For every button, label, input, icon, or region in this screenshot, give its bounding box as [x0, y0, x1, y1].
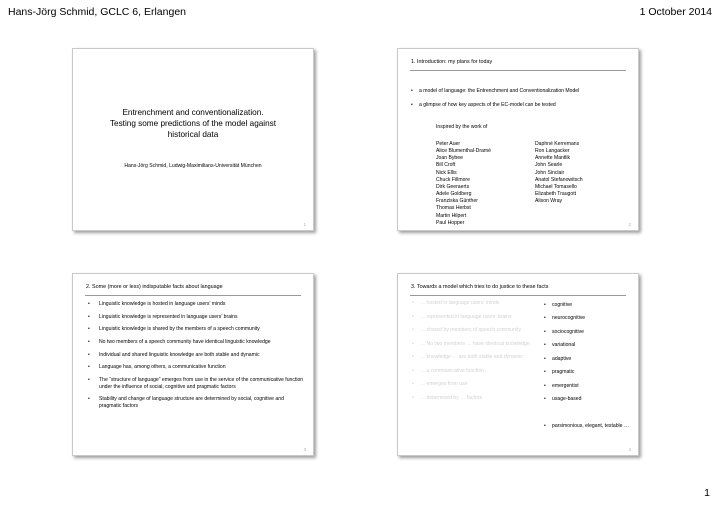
name: Alice Blumenthal-Dramé: [436, 148, 491, 155]
faded-item: • … knowledge … are both stable and dynamic: [412, 354, 523, 360]
list-item: • Language has, among others, a communicative function: [86, 364, 306, 371]
keyword-text: variational: [552, 342, 576, 348]
keyword-text: neurocognitive: [552, 315, 586, 321]
name: Adele Goldberg: [436, 191, 472, 198]
name: Elizabeth Traugott: [535, 191, 577, 198]
slide-4-model: [397, 273, 639, 456]
keyword-item: • usage-based: [544, 396, 582, 402]
title-rule: [410, 70, 626, 71]
keyword-item: • cognitive: [544, 301, 573, 308]
heading-line: Testing some predictions of the model against: [109, 118, 277, 128]
faded-text: … emerges from use: [420, 381, 468, 387]
slide-2-title: 1. Introduction: my plans for today: [411, 59, 493, 65]
names-column-1: [436, 141, 491, 227]
header-date: 1 October 2014: [639, 6, 712, 18]
slide-number: 4: [628, 447, 631, 452]
page-number: 1: [704, 487, 710, 499]
name: Martin Hilpert: [436, 212, 467, 219]
heading-line: historical data: [167, 129, 219, 139]
name: Dirk Geeraerts: [436, 183, 470, 190]
list-item: • The “structure of language” emerges from use in the service of the communicative function under the influence of social, cognitive and pragmatic factors: [86, 377, 306, 390]
faded-text: … shared by members of speech community: [420, 327, 522, 333]
names-column-2: [535, 141, 583, 205]
slide-1-heading: [89, 108, 297, 140]
slide-3-facts: [72, 273, 314, 456]
name: Alison Wray: [535, 198, 563, 205]
slide-1-author: Hans-Jörg Schmid, Ludwig-Maximilians-Universität München: [124, 163, 262, 169]
slide-number: 3: [303, 447, 306, 452]
summary-text: parsimonious, elegant, testable …: [552, 422, 630, 429]
name: Michael Tomasello: [535, 183, 577, 190]
name: Chuck Fillmore: [436, 176, 470, 183]
slide-2-introduction: [397, 48, 639, 231]
name: Anatol Stefanowitsch: [535, 176, 583, 183]
list-item: • a glimpse of how key aspects of the EC-model can be tested: [411, 102, 556, 108]
name: Peter Auer: [436, 141, 461, 147]
name: Annette Mantlik: [535, 155, 571, 162]
name: Ron Langacker: [535, 148, 570, 155]
faded-item: • … hosted in language users’ minds: [412, 300, 500, 306]
name: Nick Ellis: [436, 169, 457, 176]
bullet-text: a glimpse of how key aspects of the EC-model can be tested: [419, 102, 556, 108]
keyword-text: usage-based: [552, 396, 582, 402]
list-item: • Stability and change of language structure are determined by social, cognitive and pragmatic factors: [86, 396, 306, 409]
slide-1-title: [72, 48, 314, 231]
faded-item: • … a communicative function: [412, 367, 484, 374]
slide-number: 1: [303, 222, 306, 227]
name: Bill Croft: [436, 162, 456, 169]
keyword-text: cognitive: [552, 301, 573, 308]
list-item: • Individual and shared linguistic knowledge are both stable and dynamic: [86, 352, 306, 359]
keyword-item: • neurocognitive: [544, 315, 586, 321]
title-rule: [410, 295, 626, 296]
name: Daphné Kerremans: [535, 141, 580, 147]
faded-text: … represented in language users’ brains: [420, 313, 512, 320]
list-item: • No two members of a speech community have identical linguistic knowledge: [86, 339, 306, 346]
keyword-item: • emergentist: [544, 382, 579, 389]
title-rule: [85, 295, 301, 296]
faded-text: … a communicative function: [420, 367, 484, 374]
faded-text: … hosted in language users’ minds: [420, 300, 500, 306]
bullet-text: a model of language: the Entrenchment and Conventionalization Model: [419, 88, 580, 94]
summary-item: • parsimonious, elegant, testable …: [544, 422, 630, 429]
name: John Sinclair: [535, 169, 565, 176]
list-item: • Linguistic knowledge is shared by the members of a speech community: [86, 326, 306, 333]
keyword-item: • adaptive: [544, 355, 572, 362]
name: John Searle: [535, 162, 563, 169]
faded-item: • … emerges from use: [412, 381, 468, 387]
slide-number: 2: [628, 222, 631, 227]
faded-item: • … represented in language users’ brains: [412, 313, 512, 320]
keyword-item: • sociocognitive: [544, 328, 584, 335]
slide-4-title: 3. Towards a model which tries to do justice to these facts: [411, 284, 549, 290]
name: Franziska Günther: [436, 198, 478, 205]
faded-text: … No two members … have identical knowledge: [420, 340, 530, 347]
keyword-text: emergentist: [552, 382, 579, 389]
name: Thomas Herbst: [436, 205, 471, 212]
heading-line: Entrenchment and conventionalization.: [122, 108, 264, 117]
keyword-text: adaptive: [552, 355, 572, 362]
inspired-label: Inspired by the work of: [436, 124, 488, 130]
faded-item: • … determined by … factors: [412, 394, 482, 401]
list-item: • Linguistic knowledge is hosted in language users’ minds: [86, 301, 306, 308]
keyword-item: • variational: [544, 342, 576, 348]
faded-text: … determined by … factors: [420, 394, 482, 401]
header-left: Hans-Jörg Schmid, GCLC 6, Erlangen: [8, 6, 186, 18]
faded-item: • … No two members … have identical knowledge: [412, 340, 530, 347]
list-item: • a model of language: the Entrenchment and Conventionalization Model: [411, 88, 580, 94]
facts-list: [86, 301, 306, 416]
slide-3-title: 2. Some (more or less) indisputable facts about language: [86, 284, 223, 290]
name: Paul Hopper: [436, 219, 465, 226]
faded-text: … knowledge … are both stable and dynamic: [420, 354, 523, 360]
keyword-text: pragmatic: [552, 369, 575, 375]
keyword-text: sociocognitive: [552, 328, 584, 335]
keyword-item: • pragmatic: [544, 369, 575, 375]
faded-item: • … shared by members of speech community: [412, 327, 522, 333]
name: Joan Bybee: [436, 155, 463, 162]
list-item: • Linguistic knowledge is represented in language users’ brains: [86, 314, 306, 321]
